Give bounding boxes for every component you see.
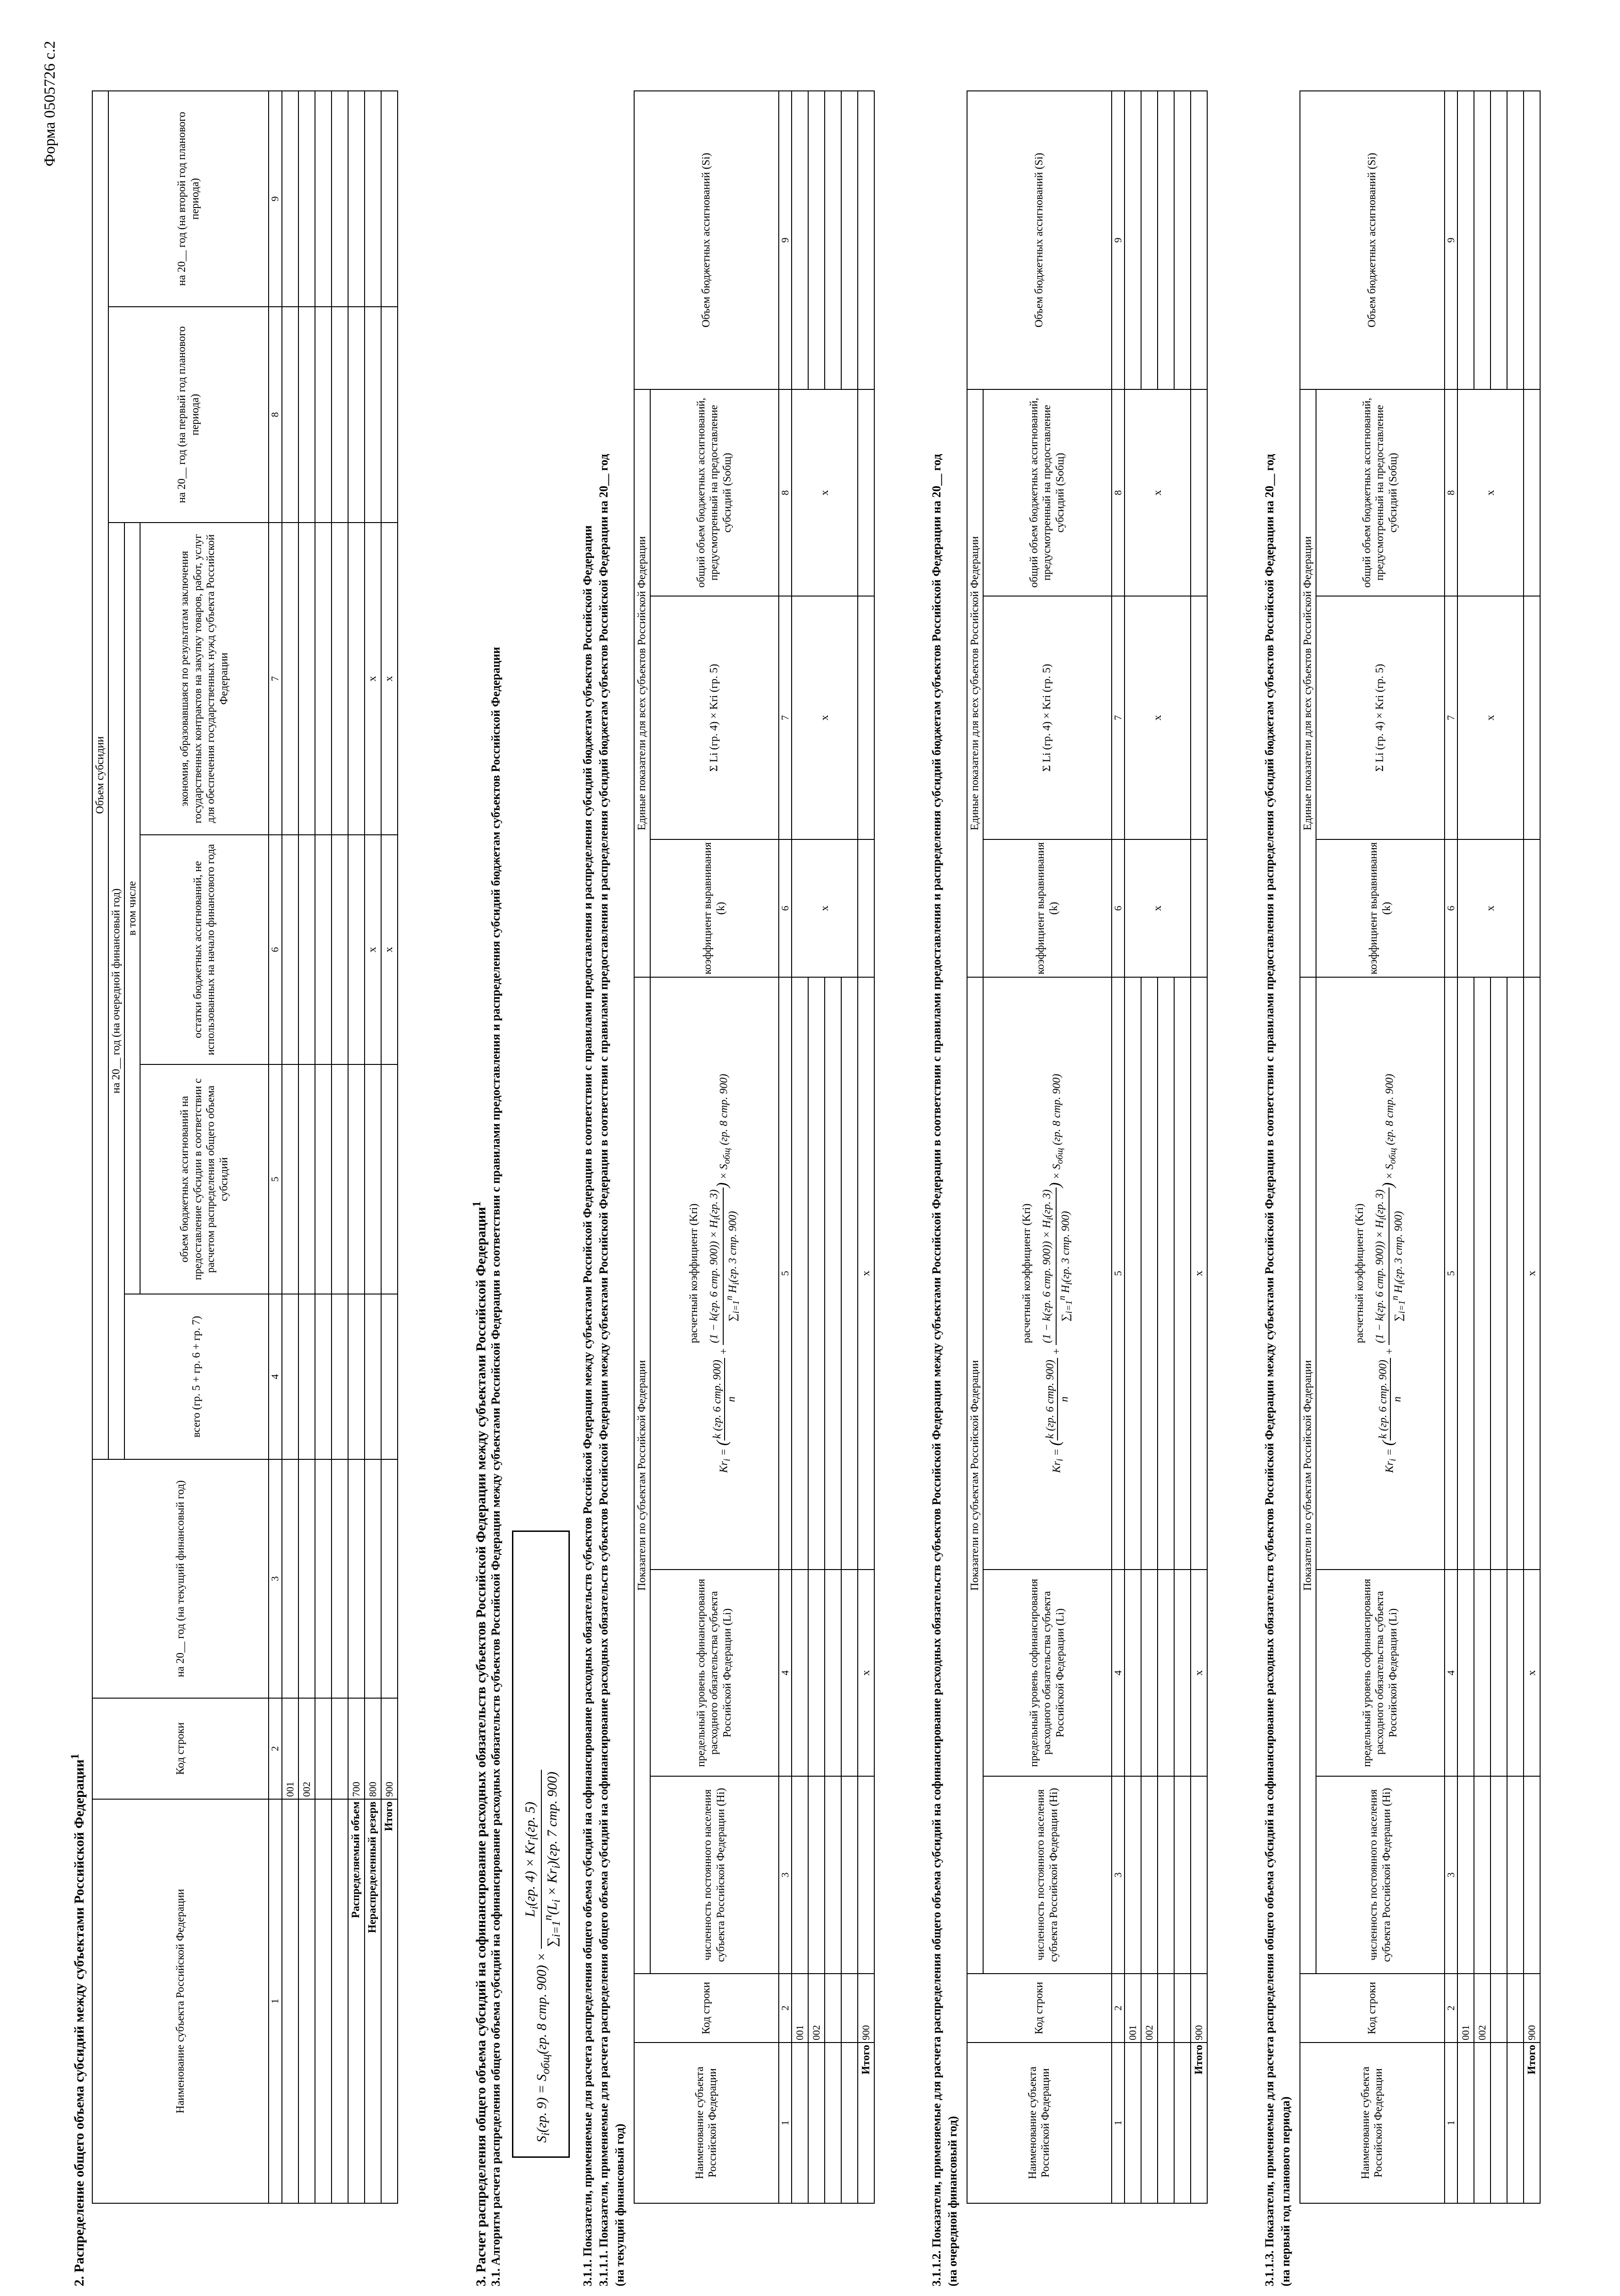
cell[interactable]: [332, 307, 348, 523]
cell[interactable]: [365, 1294, 381, 1459]
th-code: Код строки: [967, 1974, 1112, 2043]
th-code: Код строки: [1300, 1974, 1445, 2043]
row-code: 900: [1524, 1974, 1540, 2043]
section312-title-b: (на очередной финансовый год): [946, 2116, 959, 2286]
row-code: 002: [808, 1974, 825, 2043]
cell[interactable]: [298, 523, 315, 835]
x-cell: x: [1524, 977, 1540, 1570]
th-by-subject: Показатели по субъектам Российской Федерации: [967, 977, 983, 1974]
row-code: 001: [792, 1974, 808, 2043]
cell[interactable]: [792, 1776, 808, 1974]
cell[interactable]: [1474, 91, 1491, 389]
cell[interactable]: [298, 1064, 315, 1294]
th-population: численность постоянного населения субъекта Российской Федерации (Hi): [983, 1776, 1112, 1974]
total-label: Итого: [1524, 2043, 1540, 2203]
cell[interactable]: [1457, 1776, 1474, 1974]
distribution-table: [92, 90, 398, 2204]
section3-title: [471, 1201, 489, 2286]
cell[interactable]: [792, 977, 808, 1570]
cell[interactable]: [1191, 389, 1207, 596]
cell[interactable]: [282, 1459, 298, 1698]
cell[interactable]: [1507, 2043, 1524, 2203]
coef-formula: $Kr_i$ = ( k (гр. 6 стр. 900) n + (1 − k(гр. 6 стр. $900)) \times H_i(гр$. 3) $\sum_{i=1}^n$ $H_i(гр$. 3 стр. 900) ) × $S_{общ}$ (гр. 8 стр. 900): [1041, 1074, 1074, 1473]
col-number: 4: [1445, 1570, 1457, 1776]
total-row: [1191, 91, 1207, 2203]
cell[interactable]: [858, 839, 874, 977]
th-volume: Объем бюджетных ассигнований (Si): [634, 91, 779, 389]
x-cell: x: [1191, 977, 1207, 1570]
th-common: Единые показатели для всех субъектов Российской Федерации: [1300, 389, 1316, 977]
th-limit: предельный уровень софинансирования расходного обязательства субъекта Российской Федерации (Li): [650, 1570, 779, 1776]
col-number: 8: [779, 389, 792, 596]
th-align: коэффициент выравнивания (k): [650, 839, 779, 977]
section311-title-c: (на текущий финансовый год): [613, 2123, 626, 2286]
table-row: [298, 91, 315, 2203]
cell[interactable]: [282, 1294, 298, 1459]
indicator-table-plan1: [1299, 90, 1541, 2204]
th-total-vol: общий объем бюджетных ассигнований, предусмотренный на предоставление субсидий (Sобщ): [650, 389, 779, 596]
cell[interactable]: [825, 91, 841, 389]
col-number: 3: [269, 1459, 281, 1698]
cell[interactable]: [282, 307, 298, 523]
th-volume: Объем бюджетных ассигнований (Si): [967, 91, 1112, 389]
x-cell: x: [1457, 389, 1524, 596]
cell[interactable]: [808, 1570, 825, 1776]
cell[interactable]: [858, 596, 874, 839]
cell[interactable]: [1491, 977, 1507, 1570]
cell[interactable]: [298, 91, 315, 307]
cell[interactable]: [1507, 1570, 1524, 1776]
cell[interactable]: [1457, 2043, 1474, 2203]
cell[interactable]: [858, 1776, 874, 1974]
cell[interactable]: [841, 2043, 858, 2203]
th-current-year: на 20__ год (на текущий финансовый год): [92, 1459, 269, 1698]
cell[interactable]: [298, 1294, 315, 1459]
cell[interactable]: [858, 389, 874, 596]
th-name: Наименование субъекта Российской Федерации: [967, 2043, 1112, 2203]
col-number: 1: [779, 2043, 792, 2203]
th-name: Наименование субъекта Российской Федерации: [1300, 2043, 1445, 2203]
cell[interactable]: [1141, 91, 1158, 389]
total-row: [1524, 91, 1540, 2203]
cell[interactable]: [381, 307, 398, 523]
cell[interactable]: [381, 1294, 398, 1459]
th-common: Единые показатели для всех субъектов Российской Федерации: [634, 389, 650, 977]
cell[interactable]: [1125, 1776, 1141, 1974]
cell[interactable]: [348, 307, 365, 523]
cell[interactable]: [348, 835, 365, 1064]
cell[interactable]: [315, 1459, 332, 1698]
cell[interactable]: [348, 1294, 365, 1459]
table-row: [332, 91, 348, 2203]
th-common: Единые показатели для всех субъектов Российской Федерации: [967, 389, 983, 977]
cell[interactable]: [365, 1064, 381, 1294]
th-coef-label: расчетный коэффициент (Kri): [1353, 1203, 1366, 1344]
col-number: 7: [779, 596, 792, 839]
cell[interactable]: [1158, 1974, 1174, 2043]
table-row: [1457, 91, 1474, 2203]
cell[interactable]: [282, 91, 298, 307]
cell[interactable]: [332, 1698, 348, 1799]
cell[interactable]: [332, 1799, 348, 2203]
cell[interactable]: [825, 2043, 841, 2203]
th-coef: [1316, 977, 1445, 1570]
table-row: [315, 91, 332, 2203]
table-row: [282, 91, 298, 2203]
th-by-subject: Показатели по субъектам Российской Федерации: [634, 977, 650, 1974]
row-code: 800: [365, 1698, 381, 1799]
summary-row-distributed: [348, 91, 365, 2203]
th-coef: [650, 977, 779, 1570]
cell[interactable]: [298, 1799, 315, 2203]
x-cell: x: [858, 977, 874, 1570]
section312-title-a: 3.1.1.2. Показатели, применяемые для расчета распределения общего объема субсидий на софинансирование расходных обязательств субъектов Российской Федерации между субъектами Российской Федерации в соответствии с правилами предоставления и распределения субсидий бюджетам субъектов Российской Федерации на 20__ год: [930, 454, 943, 2286]
cell[interactable]: [298, 835, 315, 1064]
section2-title-text: 2. Распределение общего объема субсидий между субъектами Российской Федерации: [72, 1759, 87, 2286]
cell[interactable]: [381, 91, 398, 307]
cell[interactable]: [315, 835, 332, 1064]
indicator-table-next: [967, 90, 1208, 2204]
cell[interactable]: [1174, 91, 1191, 389]
cell[interactable]: [1141, 1776, 1158, 1974]
th-coef-label: расчетный коэффициент (Kri): [1020, 1203, 1033, 1344]
col-number: 7: [1112, 596, 1125, 839]
cell[interactable]: [1191, 839, 1207, 977]
col-number: 1: [269, 1799, 281, 2203]
summary-row-reserve: [365, 91, 381, 2203]
cell[interactable]: [381, 1459, 398, 1698]
col-number: 3: [779, 1776, 792, 1974]
th-volume: Объем бюджетных ассигнований (Si): [1300, 91, 1445, 389]
form-code: Форма 0505726 с.2: [41, 41, 58, 167]
cell[interactable]: [1507, 1776, 1524, 1974]
cell[interactable]: [792, 2043, 808, 2203]
summary-row-total: [381, 91, 398, 2203]
x-cell: x: [1125, 839, 1191, 977]
cell[interactable]: [858, 91, 874, 389]
cell[interactable]: [1158, 1570, 1174, 1776]
cell[interactable]: [332, 523, 348, 835]
table-row: [792, 91, 808, 2203]
cell[interactable]: [1191, 1776, 1207, 1974]
section2-title: [69, 1754, 87, 2286]
col-number: 8: [1445, 389, 1457, 596]
cell[interactable]: [348, 1459, 365, 1698]
cell[interactable]: [1491, 2043, 1507, 2203]
cell[interactable]: [348, 91, 365, 307]
section3-title-text: 3. Расчет распределения общего объема субсидий на софинансирование расходных обязательств субъектов Российской Федерации между субъектами Российской Федерации: [473, 1207, 489, 2286]
section3-title-sup: 1: [471, 1201, 483, 1207]
cell[interactable]: [1158, 977, 1174, 1570]
col-number: 5: [269, 1064, 281, 1294]
x-cell: x: [365, 835, 381, 1064]
x-cell: x: [1125, 596, 1191, 839]
th-plan2: на 20__ год (на второй год планового периода): [108, 91, 269, 307]
cell[interactable]: [825, 1776, 841, 1974]
x-cell: x: [1125, 389, 1191, 596]
col-number: 9: [779, 91, 792, 389]
cell[interactable]: [348, 1064, 365, 1294]
th-code: Код строки: [634, 1974, 779, 2043]
cell[interactable]: [1474, 2043, 1491, 2203]
cell[interactable]: [1141, 2043, 1158, 2203]
cell[interactable]: [1174, 977, 1191, 1570]
col-number: 9: [1112, 91, 1125, 389]
th-plan1: на 20__ год (на первый год планового периода): [108, 307, 269, 523]
cell[interactable]: [1524, 91, 1540, 389]
cell[interactable]: [1474, 1776, 1491, 1974]
row-code: 001: [1457, 1974, 1474, 2043]
row-code: 001: [282, 1698, 298, 1799]
cell[interactable]: [365, 307, 381, 523]
cell[interactable]: [1474, 977, 1491, 1570]
cell[interactable]: [808, 1776, 825, 1974]
col-number: 2: [269, 1698, 281, 1799]
th-total-vol: общий объем бюджетных ассигнований, предусмотренный на предоставление субсидий (Sобщ): [983, 389, 1112, 596]
cell[interactable]: [315, 1698, 332, 1799]
cell[interactable]: [1491, 1570, 1507, 1776]
x-cell: x: [1457, 839, 1524, 977]
x-cell: x: [1457, 596, 1524, 839]
cell[interactable]: [1507, 1974, 1524, 2043]
x-cell: x: [1191, 1570, 1207, 1776]
cell[interactable]: [841, 1570, 858, 1776]
form-page: [41, 41, 1584, 2286]
cell[interactable]: [1141, 977, 1158, 1570]
cell[interactable]: [1507, 91, 1524, 389]
cell[interactable]: [792, 91, 808, 389]
cell[interactable]: [825, 1570, 841, 1776]
section313-title-a: 3.1.1.3. Показатели, применяемые для расчета распределения общего объема субсидий на софинансирование расходных обязательств субъектов Российской Федерации между субъектами Российской Федерации в соответствии с правилами предоставления и распределения субсидий бюджетам субъектов Российской Федерации на 20__ год: [1263, 454, 1276, 2286]
cell[interactable]: [808, 2043, 825, 2203]
section311-title-b: 3.1.1.1. Показатели, применяемые для расчета распределения общего объема субсидий на софинансирование расходных обязательств субъектов Российской Федерации между субъектами Российской Федерации в соответствии с правилами предоставления и распределения субсидий бюджетам субъектов Российской Федерации на 20__ год: [597, 454, 610, 2286]
cell[interactable]: [282, 1064, 298, 1294]
x-cell: x: [792, 596, 858, 839]
th-volume: Объем субсидии: [92, 91, 108, 1459]
th-population: численность постоянного населения субъекта Российской Федерации (Hi): [650, 1776, 779, 1974]
th-sum: Σ Li (гр. 4) × Kri (гр. 5): [983, 596, 1112, 839]
x-cell: x: [365, 523, 381, 835]
col-number: 3: [1445, 1776, 1457, 1974]
col-number: 8: [1112, 389, 1125, 596]
col-number: 1: [1445, 2043, 1457, 2203]
x-cell: x: [792, 389, 858, 596]
cell[interactable]: [365, 1459, 381, 1698]
summary-label: Итого: [381, 1799, 398, 2203]
th-col5: объем бюджетных ассигнований на предоставление субсидии в соответствии с расчетом распределения общего объема субсидий: [140, 1064, 269, 1294]
cell[interactable]: [1174, 1776, 1191, 1974]
th-align: коэффициент выравнивания (k): [983, 839, 1112, 977]
row-code: 900: [1191, 1974, 1207, 2043]
col-number: 2: [1445, 1974, 1457, 2043]
cell[interactable]: [1158, 91, 1174, 389]
cell[interactable]: [348, 523, 365, 835]
row-code: 001: [1125, 1974, 1141, 2043]
th-col7: экономия, образовавшаяся по результатам заключения государственных контрактов на закупку товаров, работ, услуг для обеспечения государственных нужд субъекта Российской Федерации: [140, 523, 269, 835]
x-cell: x: [381, 523, 398, 835]
cell[interactable]: [1191, 596, 1207, 839]
cell[interactable]: [1524, 839, 1540, 977]
cell[interactable]: [365, 91, 381, 307]
cell[interactable]: [315, 1799, 332, 2203]
col-number: 4: [779, 1570, 792, 1776]
th-by-subject: Показатели по субъектам Российской Федерации: [1300, 977, 1316, 1974]
row-code: 900: [858, 1974, 874, 2043]
col-number: 6: [1445, 839, 1457, 977]
th-coef-label: расчетный коэффициент (Kri): [687, 1203, 700, 1344]
cell[interactable]: [298, 307, 315, 523]
col-number: 4: [269, 1294, 281, 1459]
cell[interactable]: [1491, 1776, 1507, 1974]
cell[interactable]: [1474, 1570, 1491, 1776]
cell[interactable]: [1191, 91, 1207, 389]
cell[interactable]: [841, 1776, 858, 1974]
x-cell: x: [1524, 1570, 1540, 1776]
main-formula-box: [512, 1531, 570, 2158]
section2-title-sup: 1: [69, 1753, 81, 1760]
cell[interactable]: [1524, 596, 1540, 839]
col-number: 7: [1445, 596, 1457, 839]
th-in-that: в том числе: [124, 523, 141, 1294]
th-code: Код строки: [92, 1698, 269, 1799]
cell[interactable]: [1174, 1570, 1191, 1776]
row-code: 900: [381, 1698, 398, 1799]
cell[interactable]: [808, 977, 825, 1570]
cell[interactable]: [825, 977, 841, 1570]
coef-formula: $Kr_i$ = ( k (гр. 6 стр. 900) n + (1 − k(гр. 6 стр. $900)) \times H_i(гр$. 3) $\sum_{i=1}^n$ $H_i(гр$. 3 стр. 900) ) × $S_{общ}$ (гр. 8 стр. 900): [1374, 1074, 1407, 1473]
cell[interactable]: [298, 1459, 315, 1698]
cell[interactable]: [315, 1294, 332, 1459]
col-number: 9: [1445, 91, 1457, 389]
col-number: 3: [1112, 1776, 1125, 1974]
col-number: 2: [1112, 1974, 1125, 2043]
cell[interactable]: [315, 1064, 332, 1294]
th-sum: Σ Li (гр. 4) × Kri (гр. 5): [1316, 596, 1445, 839]
cell[interactable]: [1125, 2043, 1141, 2203]
cell[interactable]: [1141, 1570, 1158, 1776]
cell[interactable]: [1457, 977, 1474, 1570]
cell[interactable]: [282, 1799, 298, 2203]
th-total-vol: общий объем бюджетных ассигнований, предусмотренный на предоставление субсидий (Sобщ): [1316, 389, 1445, 596]
cell[interactable]: [825, 1974, 841, 2043]
th-name: Наименование субъекта Российской Федерации: [92, 1799, 269, 2203]
row-code: 002: [1474, 1974, 1491, 2043]
cell[interactable]: [792, 1570, 808, 1776]
th-name: Наименование субъекта Российской Федерации: [634, 2043, 779, 2203]
cell[interactable]: [332, 1064, 348, 1294]
table-row: [1125, 91, 1141, 2203]
main-formula: $S_i(гр$. $9) = S_{общ}(гр$. 8 стр. 900) × $L_i(гр$. $4) \times Kr_i(гр$. 5) $\sum_{i=1}^n(L_i \times Kr_i)(гр$. 7 стр. 900): [523, 1770, 563, 2143]
col-number: 1: [1112, 2043, 1125, 2203]
col-number: 6: [779, 839, 792, 977]
col-number: 9: [269, 91, 281, 307]
cell[interactable]: [315, 307, 332, 523]
cell[interactable]: [1158, 2043, 1174, 2203]
col-number: 4: [1112, 1570, 1125, 1776]
cell[interactable]: [808, 91, 825, 389]
cell[interactable]: [1457, 91, 1474, 389]
th-coef: [983, 977, 1112, 1570]
cell[interactable]: [841, 1974, 858, 2043]
section31-title: 3.1. Алгоритм расчета распределения общего объема субсидий на софинансирование расходных обязательств субъектов Российской Федерации между субъектами Российской Федерации в соответствии с правилами предоставления и распределения субсидий бюджетам субъектов Российской Федерации: [489, 647, 502, 2286]
cell[interactable]: [315, 523, 332, 835]
cell[interactable]: [1524, 389, 1540, 596]
th-limit: предельный уровень софинансирования расходного обязательства субъекта Российской Федерации (Li): [983, 1570, 1112, 1776]
cell[interactable]: [1125, 977, 1141, 1570]
total-row: [858, 91, 874, 2203]
total-label: Итого: [1191, 2043, 1207, 2203]
x-cell: x: [858, 1570, 874, 1776]
x-cell: x: [381, 835, 398, 1064]
cell[interactable]: [1174, 1974, 1191, 2043]
cell[interactable]: [1158, 1776, 1174, 1974]
cell[interactable]: [841, 977, 858, 1570]
cell[interactable]: [282, 523, 298, 835]
cell[interactable]: [1491, 1974, 1507, 2043]
cell[interactable]: [315, 91, 332, 307]
col-number: 8: [269, 307, 281, 523]
cell[interactable]: [332, 91, 348, 307]
th-sum: Σ Li (гр. 4) × Kri (гр. 5): [650, 596, 779, 839]
indicator-table-current: [634, 90, 875, 2204]
cell[interactable]: [332, 1294, 348, 1459]
cell[interactable]: [1457, 1570, 1474, 1776]
col-number: 5: [779, 977, 792, 1570]
cell[interactable]: [381, 1064, 398, 1294]
col-number: 7: [269, 523, 281, 835]
cell[interactable]: [1174, 2043, 1191, 2203]
x-cell: x: [792, 839, 858, 977]
row-code: 002: [1141, 1974, 1158, 2043]
cell[interactable]: [1125, 1570, 1141, 1776]
cell[interactable]: [332, 835, 348, 1064]
th-col6: остатки бюджетных ассигнований, не использованных на начало финансового года: [140, 835, 269, 1064]
cell[interactable]: [841, 91, 858, 389]
section313-title-b: (на первый год планового периода): [1279, 2096, 1292, 2286]
cell[interactable]: [1507, 977, 1524, 1570]
col-number: 2: [779, 1974, 792, 2043]
summary-label: Распределяемый объем: [348, 1799, 365, 2203]
row-code: 700: [348, 1698, 365, 1799]
th-next-year: на 20__ год (на очередной финансовый год): [108, 523, 124, 1459]
cell[interactable]: [1125, 91, 1141, 389]
th-limit: предельный уровень софинансирования расходного обязательства субъекта Российской Федерации (Li): [1316, 1570, 1445, 1776]
summary-label: Нераспределенный резерв: [365, 1799, 381, 2203]
col-number: 6: [269, 835, 281, 1064]
cell[interactable]: [1491, 91, 1507, 389]
th-population: численность постоянного населения субъекта Российской Федерации (Hi): [1316, 1776, 1445, 1974]
col-number: 6: [1112, 839, 1125, 977]
cell[interactable]: [282, 835, 298, 1064]
th-align: коэффициент выравнивания (k): [1316, 839, 1445, 977]
row-code: 002: [298, 1698, 315, 1799]
total-label: Итого: [858, 2043, 874, 2203]
coef-formula: $Kr_i$ = ( k (гр. 6 стр. 900) n + (1 − k(гр. 6 стр. $900)) \times H_i(гр$. 3) $\sum_{i=1}^n$ $H_i(гр$. 3 стр. 900) ) × $S_{общ}$ (гр. 8 стр. 900): [708, 1074, 741, 1473]
cell[interactable]: [332, 1459, 348, 1698]
col-number: 5: [1112, 977, 1125, 1570]
th-total: всего (гр. 5 + гр. 6 + гр. 7): [124, 1294, 269, 1459]
cell[interactable]: [1524, 1776, 1540, 1974]
section311-title-a: 3.1.1. Показатели, применяемые для расчета распределения общего объема субсидий на софинансирование расходных обязательств субъектов Российской Федерации между субъектами Российской Федерации в соответствии с правилами предоставления и распределения субсидий бюджетам субъектов Российской Федерации: [581, 525, 594, 2286]
col-number: 5: [1445, 977, 1457, 1570]
